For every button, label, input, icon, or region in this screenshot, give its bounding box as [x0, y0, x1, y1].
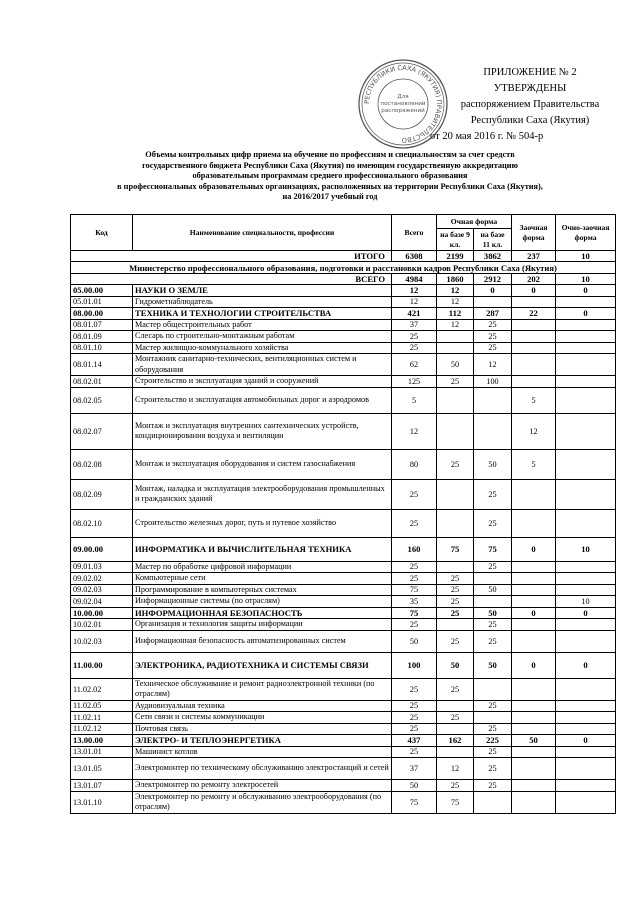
table-row [71, 331, 616, 343]
row-code: 09.02.03 [71, 584, 133, 596]
itogo-total: 6308 [392, 251, 437, 262]
itogo-base9: 2199 [437, 251, 474, 262]
row-parttime [556, 573, 616, 585]
table-row [71, 596, 616, 608]
row-base9 [437, 561, 474, 573]
row-base11 [474, 387, 512, 413]
row-correspondence [512, 791, 556, 813]
row-name: Строительство и эксплуатация автомобильных дорог и аэродромов [133, 387, 392, 413]
row-parttime [556, 561, 616, 573]
row-total: 421 [392, 308, 437, 320]
vsego-total: 4984 [392, 274, 437, 285]
row-parttime [556, 758, 616, 780]
table-row [71, 584, 616, 596]
appendix-block [430, 65, 615, 145]
row-total: 25 [392, 619, 437, 631]
row-correspondence [512, 630, 556, 652]
table-row [71, 791, 616, 813]
row-parttime [556, 723, 616, 735]
row-name: Монтажник санитарно-технических, вентиляционных систем и оборудования [133, 354, 392, 376]
row-parttime [556, 413, 616, 449]
row-parttime [556, 387, 616, 413]
row-parttime [556, 619, 616, 631]
row-code: 09.02.04 [71, 596, 133, 608]
row-correspondence [512, 746, 556, 758]
row-base9 [437, 509, 474, 537]
row-correspondence [512, 712, 556, 724]
row-base9: 25 [437, 376, 474, 388]
row-total: 437 [392, 735, 437, 747]
row-parttime [556, 319, 616, 331]
row-base11: 25 [474, 723, 512, 735]
row-base9: 50 [437, 354, 474, 376]
header-base11: на базе 11 кл. [474, 229, 512, 251]
row-name: Мастер жилищно-коммунального хозяйства [133, 342, 392, 354]
row-code: 09.01.03 [71, 561, 133, 573]
appendix-number: ПРИЛОЖЕНИЕ № 2 [483, 67, 577, 78]
row-name: ЭЛЕКТРО- И ТЕПЛОЭНЕРГЕТИКА [133, 735, 392, 747]
row-base9: 12 [437, 296, 474, 308]
row-base11: 287 [474, 308, 512, 320]
row-total: 25 [392, 723, 437, 735]
row-code: 08.02.05 [71, 387, 133, 413]
row-correspondence: 12 [512, 413, 556, 449]
row-total: 62 [392, 354, 437, 376]
section-row [71, 652, 616, 678]
row-correspondence: 22 [512, 308, 556, 320]
row-correspondence [512, 758, 556, 780]
row-parttime [556, 296, 616, 308]
table-row [71, 758, 616, 780]
row-code: 08.02.10 [71, 509, 133, 537]
row-base9 [437, 479, 474, 509]
row-correspondence [512, 619, 556, 631]
row-name: ИНФОРМАЦИОННАЯ БЕЗОПАСНОСТЬ [133, 607, 392, 619]
row-name: Электромонтер по ремонту и обслуживанию электрооборудования (по отраслям) [133, 791, 392, 813]
row-correspondence [512, 678, 556, 700]
row-base9 [437, 723, 474, 735]
row-base11: 25 [474, 619, 512, 631]
row-base11: 25 [474, 758, 512, 780]
title-line-2: государственного бюджета Республики Саха (Якутия) по имеющим государственную аккредитацию [142, 160, 518, 170]
row-parttime [556, 712, 616, 724]
table-row [71, 509, 616, 537]
row-parttime [556, 780, 616, 792]
row-base11: 25 [474, 509, 512, 537]
row-total: 100 [392, 652, 437, 678]
row-parttime [556, 791, 616, 813]
row-base11 [474, 413, 512, 449]
row-total: 75 [392, 584, 437, 596]
itogo-correspondence: 237 [512, 251, 556, 262]
row-base11: 25 [474, 780, 512, 792]
row-correspondence: 5 [512, 449, 556, 479]
row-base9: 25 [437, 449, 474, 479]
table-row [71, 296, 616, 308]
row-total: 25 [392, 331, 437, 343]
row-name: Строительство и эксплуатация зданий и сооружений [133, 376, 392, 388]
row-base11: 25 [474, 630, 512, 652]
row-correspondence: 0 [512, 652, 556, 678]
row-base9 [437, 413, 474, 449]
row-parttime: 0 [556, 285, 616, 297]
row-base9: 112 [437, 308, 474, 320]
header-total: Всего [392, 215, 437, 251]
row-name: Программирование в компьютерных системах [133, 584, 392, 596]
row-name: Информационные системы (по отраслям) [133, 596, 392, 608]
row-name: ЭЛЕКТРОНИКА, РАДИОТЕХНИКА И СИСТЕМЫ СВЯЗИ [133, 652, 392, 678]
row-base11: 50 [474, 652, 512, 678]
row-base11 [474, 678, 512, 700]
itogo-parttime: 10 [556, 251, 616, 262]
row-name: Организация и технология защиты информации [133, 619, 392, 631]
row-base9: 25 [437, 607, 474, 619]
row-parttime [556, 678, 616, 700]
row-base9: 25 [437, 678, 474, 700]
stamp-center-2: постановлений [380, 101, 426, 107]
row-name: Аудиовизуальная техника [133, 700, 392, 712]
row-base9: 25 [437, 584, 474, 596]
row-name: Сети связи и системы коммуникации [133, 712, 392, 724]
table-row [71, 573, 616, 585]
row-total: 12 [392, 413, 437, 449]
row-name: Строительство железных дорог, путь и путевое хозяйство [133, 509, 392, 537]
row-parttime [556, 354, 616, 376]
row-base9: 12 [437, 285, 474, 297]
table-row [71, 479, 616, 509]
row-correspondence [512, 354, 556, 376]
row-base9 [437, 387, 474, 413]
row-code: 11.02.12 [71, 723, 133, 735]
row-name: Почтовая связь [133, 723, 392, 735]
row-base9: 12 [437, 319, 474, 331]
row-correspondence [512, 342, 556, 354]
row-code: 10.02.03 [71, 630, 133, 652]
row-total: 80 [392, 449, 437, 479]
row-code: 08.01.14 [71, 354, 133, 376]
row-parttime [556, 449, 616, 479]
row-name: Мастер по обработке цифровой информации [133, 561, 392, 573]
row-name: Машинист котлов [133, 746, 392, 758]
row-correspondence: 50 [512, 735, 556, 747]
row-name: НАУКИ О ЗЕМЛЕ [133, 285, 392, 297]
stamp-ring-text: РЕСПУБЛИКИ САХА (ЯКУТИЯ) ПРАВИТЕЛЬСТВО [362, 63, 444, 145]
row-correspondence [512, 723, 556, 735]
row-parttime [556, 509, 616, 537]
admission-quota-table [70, 214, 616, 814]
row-parttime [556, 331, 616, 343]
table-row [71, 387, 616, 413]
row-base11: 50 [474, 607, 512, 619]
table-row [71, 619, 616, 631]
row-total: 25 [392, 700, 437, 712]
header-correspondence: Заочная форма [512, 215, 556, 251]
row-total: 25 [392, 479, 437, 509]
row-base11 [474, 596, 512, 608]
table-row [71, 712, 616, 724]
table-row [71, 342, 616, 354]
row-code: 11.02.05 [71, 700, 133, 712]
table-row [71, 561, 616, 573]
row-total: 25 [392, 712, 437, 724]
row-total: 12 [392, 296, 437, 308]
row-total: 25 [392, 509, 437, 537]
title-line-5: на 2016/2017 учебный год [282, 192, 378, 201]
title-line-4: в профессиональных образовательных организациях, расположенных на территории Республики Саха (Якутия), [117, 181, 543, 191]
row-name: ИНФОРМАТИКА И ВЫЧИСЛИТЕЛЬНАЯ ТЕХНИКА [133, 537, 392, 561]
row-parttime [556, 630, 616, 652]
row-base11 [474, 791, 512, 813]
row-base9: 12 [437, 758, 474, 780]
table-row [71, 700, 616, 712]
row-name: Монтаж, наладка и эксплуатация электрооборудования промышленных и гражданских зданий [133, 479, 392, 509]
row-parttime: 0 [556, 652, 616, 678]
row-code: 08.01.09 [71, 331, 133, 343]
row-code: 13.01.01 [71, 746, 133, 758]
row-total: 25 [392, 678, 437, 700]
row-correspondence [512, 376, 556, 388]
stamp-center-1: Для [397, 94, 409, 100]
row-base11: 25 [474, 342, 512, 354]
ministry-heading: Министерство профессионального образования, подготовки и расстановки кадров Республики Саха (Якутия) [71, 262, 616, 274]
row-base9 [437, 619, 474, 631]
row-base9 [437, 342, 474, 354]
row-code: 13.01.05 [71, 758, 133, 780]
row-base9: 75 [437, 791, 474, 813]
appendix-approved: УТВЕРЖДЕНЫ [493, 83, 567, 94]
row-base9 [437, 700, 474, 712]
section-row [71, 735, 616, 747]
row-parttime [556, 479, 616, 509]
row-parttime [556, 584, 616, 596]
row-name: Техническое обслуживание и ремонт радиоэлектронной техники (по отраслям) [133, 678, 392, 700]
row-base11: 25 [474, 700, 512, 712]
vsego-base9: 1860 [437, 274, 474, 285]
vsego-label: ВСЕГО [71, 274, 392, 285]
row-base9: 25 [437, 596, 474, 608]
row-code: 08.02.09 [71, 479, 133, 509]
row-total: 12 [392, 285, 437, 297]
row-total: 37 [392, 319, 437, 331]
row-correspondence [512, 331, 556, 343]
vsego-correspondence: 202 [512, 274, 556, 285]
row-base9 [437, 746, 474, 758]
table-row [71, 319, 616, 331]
table-row [71, 449, 616, 479]
vsego-base11: 2912 [474, 274, 512, 285]
row-base11: 0 [474, 285, 512, 297]
row-correspondence: 5 [512, 387, 556, 413]
row-correspondence: 0 [512, 537, 556, 561]
row-code: 09.02.02 [71, 573, 133, 585]
row-base9: 25 [437, 712, 474, 724]
row-correspondence: 0 [512, 607, 556, 619]
row-parttime [556, 342, 616, 354]
row-base11: 25 [474, 319, 512, 331]
row-code: 08.02.08 [71, 449, 133, 479]
table-row [71, 780, 616, 792]
row-name: ТЕХНИКА И ТЕХНОЛОГИИ СТРОИТЕЛЬСТВА [133, 308, 392, 320]
row-code: 11.00.00 [71, 652, 133, 678]
section-row [71, 537, 616, 561]
row-total: 5 [392, 387, 437, 413]
row-code: 13.01.10 [71, 791, 133, 813]
row-base9: 25 [437, 630, 474, 652]
row-code: 09.00.00 [71, 537, 133, 561]
header-base9: на базе 9 кл. [437, 229, 474, 251]
row-name: Мастер общестроительных работ [133, 319, 392, 331]
row-total: 75 [392, 607, 437, 619]
row-base11 [474, 573, 512, 585]
row-name: Слесарь по строительно-монтажным работам [133, 331, 392, 343]
appendix-date: от 20 мая 2016 г. № 504-р [430, 131, 544, 142]
row-name: Электромонтер по ремонту электросетей [133, 780, 392, 792]
row-base11: 50 [474, 449, 512, 479]
table-row [71, 376, 616, 388]
row-name: Монтаж и эксплуатация внутренних сантехнических устройств, кондиционирования воздуха и вентиляции [133, 413, 392, 449]
row-base11 [474, 712, 512, 724]
header-parttime: Очно-заочная форма [556, 215, 616, 251]
section-row [71, 607, 616, 619]
row-total: 25 [392, 561, 437, 573]
row-parttime: 0 [556, 735, 616, 747]
row-base9: 162 [437, 735, 474, 747]
row-base9 [437, 331, 474, 343]
row-correspondence [512, 509, 556, 537]
official-seal-stamp [357, 58, 449, 150]
row-code: 08.00.00 [71, 308, 133, 320]
row-base11: 100 [474, 376, 512, 388]
row-code: 08.01.10 [71, 342, 133, 354]
row-name: Информационная безопасность автоматизированных систем [133, 630, 392, 652]
row-code: 11.02.02 [71, 678, 133, 700]
row-total: 160 [392, 537, 437, 561]
row-base11 [474, 296, 512, 308]
row-correspondence: 0 [512, 285, 556, 297]
row-total: 35 [392, 596, 437, 608]
stamp-center-3: распоряжений [381, 108, 425, 114]
row-correspondence [512, 573, 556, 585]
row-code: 11.02.11 [71, 712, 133, 724]
row-total: 50 [392, 630, 437, 652]
row-correspondence [512, 296, 556, 308]
row-base9: 25 [437, 780, 474, 792]
appendix-republic: Республики Саха (Якутия) [470, 115, 590, 126]
vsego-parttime: 10 [556, 274, 616, 285]
table-row [71, 354, 616, 376]
row-base11: 75 [474, 537, 512, 561]
row-code: 08.02.01 [71, 376, 133, 388]
itogo-base11: 3862 [474, 251, 512, 262]
row-code: 08.01.07 [71, 319, 133, 331]
row-parttime: 0 [556, 607, 616, 619]
row-parttime: 10 [556, 537, 616, 561]
row-total: 25 [392, 573, 437, 585]
row-base11: 25 [474, 746, 512, 758]
row-parttime: 0 [556, 308, 616, 320]
row-base9: 75 [437, 537, 474, 561]
row-correspondence [512, 479, 556, 509]
row-code: 10.00.00 [71, 607, 133, 619]
row-code: 10.02.01 [71, 619, 133, 631]
table-row [71, 413, 616, 449]
row-name: Электромонтер по техническому обслуживанию электростанций и сетей [133, 758, 392, 780]
row-base9: 25 [437, 573, 474, 585]
itogo-label: ИТОГО [71, 251, 392, 262]
row-correspondence [512, 319, 556, 331]
row-code: 05.01.01 [71, 296, 133, 308]
row-parttime [556, 700, 616, 712]
table-row [71, 746, 616, 758]
row-name: Гидрометнаблюдатель [133, 296, 392, 308]
document-title [60, 150, 600, 203]
row-name: Компьютерные сети [133, 573, 392, 585]
row-base11: 25 [474, 331, 512, 343]
row-correspondence [512, 596, 556, 608]
row-correspondence [512, 584, 556, 596]
table-row [71, 678, 616, 700]
row-total: 125 [392, 376, 437, 388]
row-base9: 50 [437, 652, 474, 678]
row-correspondence [512, 561, 556, 573]
row-total: 25 [392, 746, 437, 758]
row-correspondence [512, 700, 556, 712]
row-base11: 225 [474, 735, 512, 747]
header-code: Код [71, 215, 133, 251]
row-total: 37 [392, 758, 437, 780]
row-base11: 12 [474, 354, 512, 376]
table-row [71, 723, 616, 735]
row-base11: 25 [474, 479, 512, 509]
header-name: Наименование специальности, профессии [133, 215, 392, 251]
row-code: 08.02.07 [71, 413, 133, 449]
row-total: 25 [392, 342, 437, 354]
section-row [71, 285, 616, 297]
row-total: 50 [392, 780, 437, 792]
row-base11: 25 [474, 561, 512, 573]
table-row [71, 630, 616, 652]
row-code: 05.00.00 [71, 285, 133, 297]
row-correspondence [512, 780, 556, 792]
row-parttime [556, 746, 616, 758]
title-line-1: Объемы контрольных цифр приема на обучение по профессиям и специальностям за счет средств [145, 150, 515, 159]
row-parttime [556, 376, 616, 388]
row-total: 75 [392, 791, 437, 813]
row-parttime: 10 [556, 596, 616, 608]
row-name: Монтаж и эксплуатация оборудования и систем газоснабжения [133, 449, 392, 479]
title-line-3: образовательным программам среднего профессионального образования [192, 171, 468, 180]
row-base11: 50 [474, 584, 512, 596]
section-row [71, 308, 616, 320]
appendix-order: распоряжением Правительства [460, 99, 600, 110]
header-fulltime: Очная форма [437, 215, 512, 229]
row-code: 13.00.00 [71, 735, 133, 747]
row-code: 13.01.07 [71, 780, 133, 792]
